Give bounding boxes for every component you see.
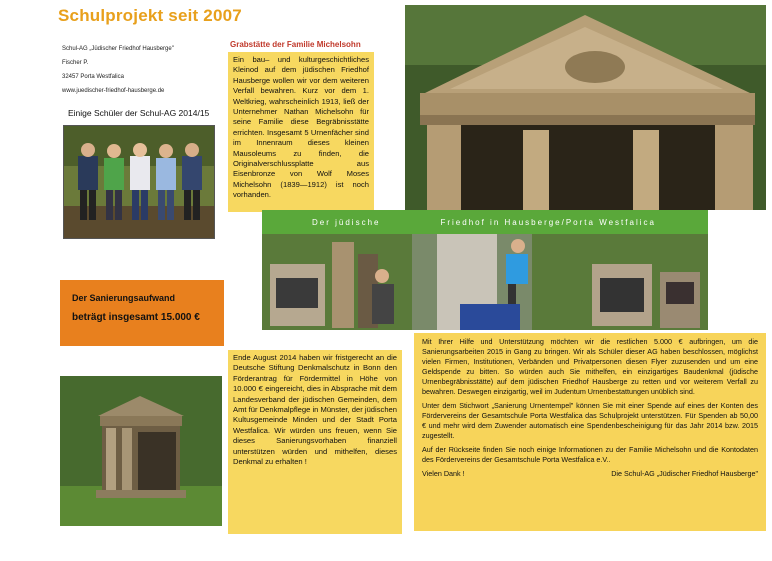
banner-text-1: Der jüdische [312,217,381,227]
donation-paragraph-2: Unter dem Stichwort „Sanierung Urnentempel" können Sie mit einer Spende auf eines der Konten des Fördervereins der Gesamtschule Porta Westfalica das Schulprojekt unterstützen. Für Spenden ab 50,00 € und mehr wird dem Zuwender automatisch eine Spendenbescheinigung für das Jahr 2014 bzw. 2015 zugestellt. [422,401,758,440]
address-website: www.juedischer-friedhof-hausberge.de [62,88,165,94]
cemetery-banner [262,210,708,234]
mausoleum-small-photo [60,376,222,526]
banner-text-2: Friedhof in Hausberge/Porta Westfalica [440,217,656,227]
cost-box-line-1: Der Sanierungsaufwand [72,293,176,303]
address-line-2: Fischer P. [62,60,89,66]
mausoleum-photo [405,5,766,210]
address-line-1: Schul-AG „Jüdischer Friedhof Hausberge" [62,46,174,52]
signature-text: Die Schul-AG „Jüdischer Friedhof Hausberge" [611,469,758,478]
signature-row [422,469,758,479]
grave-heading: Grabstätte der Familie Michelsohn [230,40,361,49]
address-line-3: 32457 Porta Westfalica [62,74,124,80]
students-photo [63,125,215,239]
donation-info [414,333,766,531]
donation-paragraph-1: Mit Ihrer Hilfe und Unterstützung möchten wir die restlichen 5.000 € aufbringen, um die Sanierungsarbeiten 2015 in Gang zu bringen. Wir als Schüler dieser AG haben beschlossen, möglichst vielen Firmen, Institutionen, Verbänden und Privatpersonen diesen Flyer zuzusenden und um eine Geldspende zu bitten. So würden auch Sie mithelfen, ein einzigartiges Baudenkmal (jüdische Urnenbegräbnisstätte) auf dem jüdischen Friedhof Hausberge zu retten und vor weiterem Verfall zu bewahren. Deswegen einzigartig, weil im Judentum Urnenbestattungen unüblich sind. [422,337,758,396]
cost-box-line-2: beträgt insgesamt 15.000 € [72,312,200,323]
photo-caption: Einige Schüler der Schul-AG 2014/15 [68,108,210,118]
photo-strip [262,234,708,330]
funding-text: Ende August 2014 haben wir fristgerecht an die Deutsche Stiftung Denkmalschutz in Bonn den Förderantrag für Fördermittel in Höhe von 10.000 € eingereicht, dies in Absprache mit dem Landesverband der jüdischen Gemeinden, dem Amt für Denkmalpflege in Münster, der jüdischen Kultusgemeinde Minden und der Stadt Porta Westfalica. Wir würden uns freuen, wenn Sie dieses Sanierungsvorhaben finanziell unterstützen würden und mithelfen, dieses Denkmal zu erhalten ! [228,350,402,534]
thanks-text: Vielen Dank ! [422,469,465,478]
grave-description: Ein bau– und kulturgeschichtliches Kleinod auf dem jüdischen Friedhof Hausberge wollen wir vor dem weiteren Verfall bewahren. Kurz vor dem 1. Weltkrieg, wahrscheinlich 1913, ließ der Unternehmer Nathan Michelsohn für seine Familie diese Begräbnisstätte errichten. Insgesamt 5 Urnenfächer sind im Innenraum dieses kleinen Mausoleums zu finden, die Originalverschlussplatte aus Eisenbronze von Wolf Moses Michelsohn (1839—1912) ist noch vorhanden. [228,52,374,212]
cost-box [60,280,224,346]
donation-paragraph-3: Auf der Rückseite finden Sie noch einige Informationen zu der Familie Michelsohn und die Kontodaten des Fördervereins der Gesamtschule Porta Westfalica e.V.. [422,445,758,464]
page-title: Schulprojekt seit 2007 [58,6,242,25]
